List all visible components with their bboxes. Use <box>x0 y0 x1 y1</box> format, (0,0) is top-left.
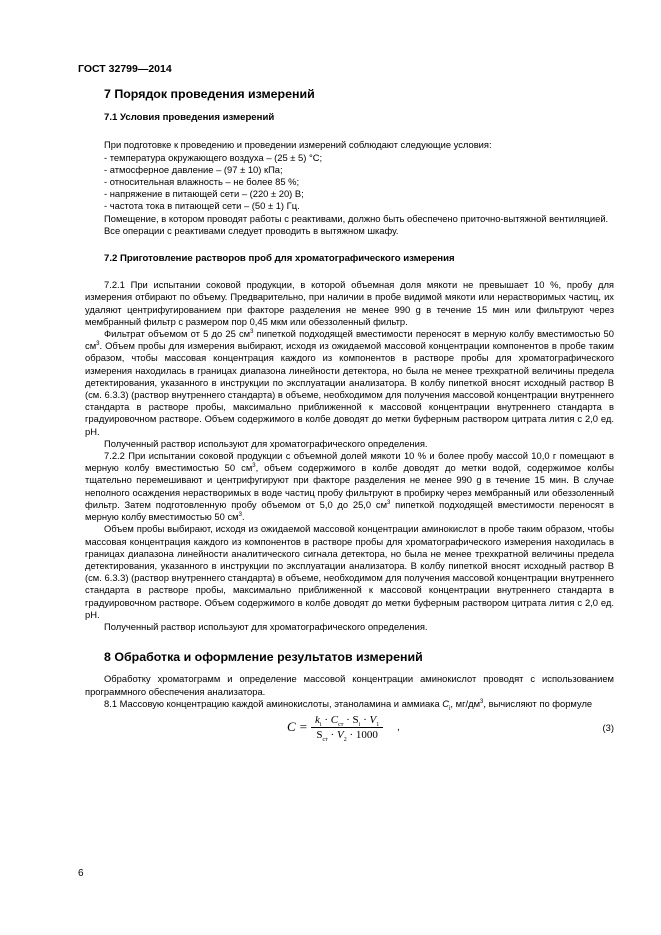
fume-hood-paragraph: Все операции с реактивами следует проводить в вытяжном шкафу. <box>104 224 399 236</box>
paragraph-8-1: 8.1 Массовую концентрацию каждой аминокислоты, этаноламина и аммиака $C_i$, $мг/дм^3$, вычисляют по формуле <box>104 697 593 712</box>
paragraph-7-2-2: 7.2.2 При испытании соковой продукции с объемной долей мякоти 10 % и более пробу массой 10,0 г помещают в мерную колбу вместимостью 50 $см^3$, объем содержимого в колбе доводят до метки водой, содержимое колбы тщательно перемешивают и центрифугируют при факторе разделения не менее 990 g в течение 15 мин. В случае неполного осаждения нерастворимых в воде частиц пробу фильтруют в пробирку через мембранный или обеззоленный фильтр. Затем подготовленную пробу объемом от 5,0 до 25,0 $см^3$ пипеткой подходящей вместимости переносят в мерную колбу вместимостью 50 $см^3$. <box>85 450 615 523</box>
page-number: 6 <box>78 868 84 879</box>
superscript-3: 3 <box>252 463 256 470</box>
formula-numerator: $k_i \cdot C_{ст} \cdot S_i \cdot V_1$ <box>311 714 383 728</box>
superscript-3: 3 <box>480 698 484 705</box>
subsection-7-1-heading: 7.1 Условия проведения измерений <box>104 112 275 124</box>
page-content <box>85 88 614 744</box>
conditions-intro: При подготовке к проведению и проведении измерений соблюдают следующие условия: <box>104 139 492 151</box>
formula-denominator: $S_{ст} \cdot V_2 \cdot 1000$ <box>316 729 378 744</box>
condition-item-frequency: - частота тока в питающей сети – (50 ± 1) Гц. <box>104 200 300 212</box>
superscript-3: 3 <box>387 499 391 506</box>
formula-comma: , <box>397 721 400 733</box>
condition-item-pressure: - атмосферное давление – (97 ± 10) кПа; <box>104 163 283 175</box>
formula-3 <box>85 714 614 744</box>
superscript-3: 3 <box>250 328 254 335</box>
equation-number: (3) <box>602 721 614 733</box>
processing-paragraph: Обработку хроматограмм и определение массовой концентрации аминокислот проводят с использованием программного обеспечения анализатора. <box>85 673 614 697</box>
condition-item-humidity: - относительная влажность – не более 85 %; <box>104 176 300 188</box>
formula-lhs: C = <box>287 718 308 734</box>
condition-item-voltage: - напряжение в питающей сети – (220 ± 20) В; <box>104 188 304 200</box>
ventilation-paragraph: Помещение, в котором проводят работы с реактивами, должно быть обеспечено приточно-вытяжной вентиляцией. <box>104 212 609 224</box>
result-paragraph-1: Полученный раствор используют для хроматографического определения. <box>104 437 428 449</box>
section-8-heading: 8 Обработка и оформление результатов измерений <box>104 650 423 665</box>
section-7-heading: 7 Порядок проведения измерений <box>104 87 315 101</box>
result-paragraph-2: Полученный раствор используют для хроматографического определения. <box>104 620 428 632</box>
formula-fraction <box>311 713 383 744</box>
superscript-3: 3 <box>96 341 100 348</box>
running-header: ГОСТ 32799—2014 <box>78 63 172 75</box>
superscript-3: 3 <box>238 511 242 518</box>
filtrate-paragraph: Фильтрат объемом от 5 до 25 $см^3$ пипеткой подходящей вместимости переносят в мерную колбу вместимостью 50 $см^3$. Объем пробы для измерения выбирают, исходя из ожидаемой массовой концентрации компонентов в пробе таким образом, чтобы массовая концентрация каждого из компонентов в растворе пробы для хроматографического измерения находилась в границах диапазона линейности детектора, но была не менее трехкратной величины предела детектирования, указанного в инструкции по эксплуатации анализатора. В колбу пипеткой вносят исходный раствор В (см. 6.3.3) (раствор внутреннего стандарта) в объеме, необходимом для получения массовой концентрации внутреннего стандарта в растворе пробы, максимально приближенной к массовой концентрации внутреннего стандарта в градуировочном растворе. Объем содержимого в колбе доводят до метки буферным раствором цитрата лития с 2,0 ед. рН. <box>85 328 614 437</box>
subsection-7-2-heading: 7.2 Приготовление растворов проб для хроматографического измерения <box>104 253 455 265</box>
paragraph-7-2-1: 7.2.1 При испытании соковой продукции, в которой объемная доля мякоти не превышает 10 %, пробу для измерения отбирают по объему. Предварительно, при наличии в пробе видимой мякоти или нерастворимых частиц, их удаляют центрифугированием при факторе разделения не менее 990 g в течение 15 мин или фильтруют через мембранный фильтр с размером пор 0,45 мкм или обеззоленный фильтр. <box>85 279 614 327</box>
condition-item-temperature: - температура окружающего воздуха – (25 ± 5) °С; <box>104 151 323 163</box>
sample-volume-paragraph: Объем пробы выбирают, исходя из ожидаемой массовой концентрации аминокислот в пробе таким образом, чтобы массовая концентрация каждого из компонентов в растворе пробы для хроматографического измерения находилась в границах диапазона линейности аналитического сигнала детектора, но была не менее трехкратной величины предела детектирования, указанного в инструкции по эксплуатации анализатора. В колбу пипеткой вносят исходный раствор В (см. 6.3.3) (раствор внутреннего стандарта) в объеме, необходимом для получения массовой концентрации внутреннего стандарта в растворе пробы, максимально приближенной к массовой концентрации внутреннего стандарта в градуировочном растворе. Объем содержимого в колбе доводят до метки буферным раствором цитрата лития с 2,0 ед. рН. <box>85 523 614 620</box>
